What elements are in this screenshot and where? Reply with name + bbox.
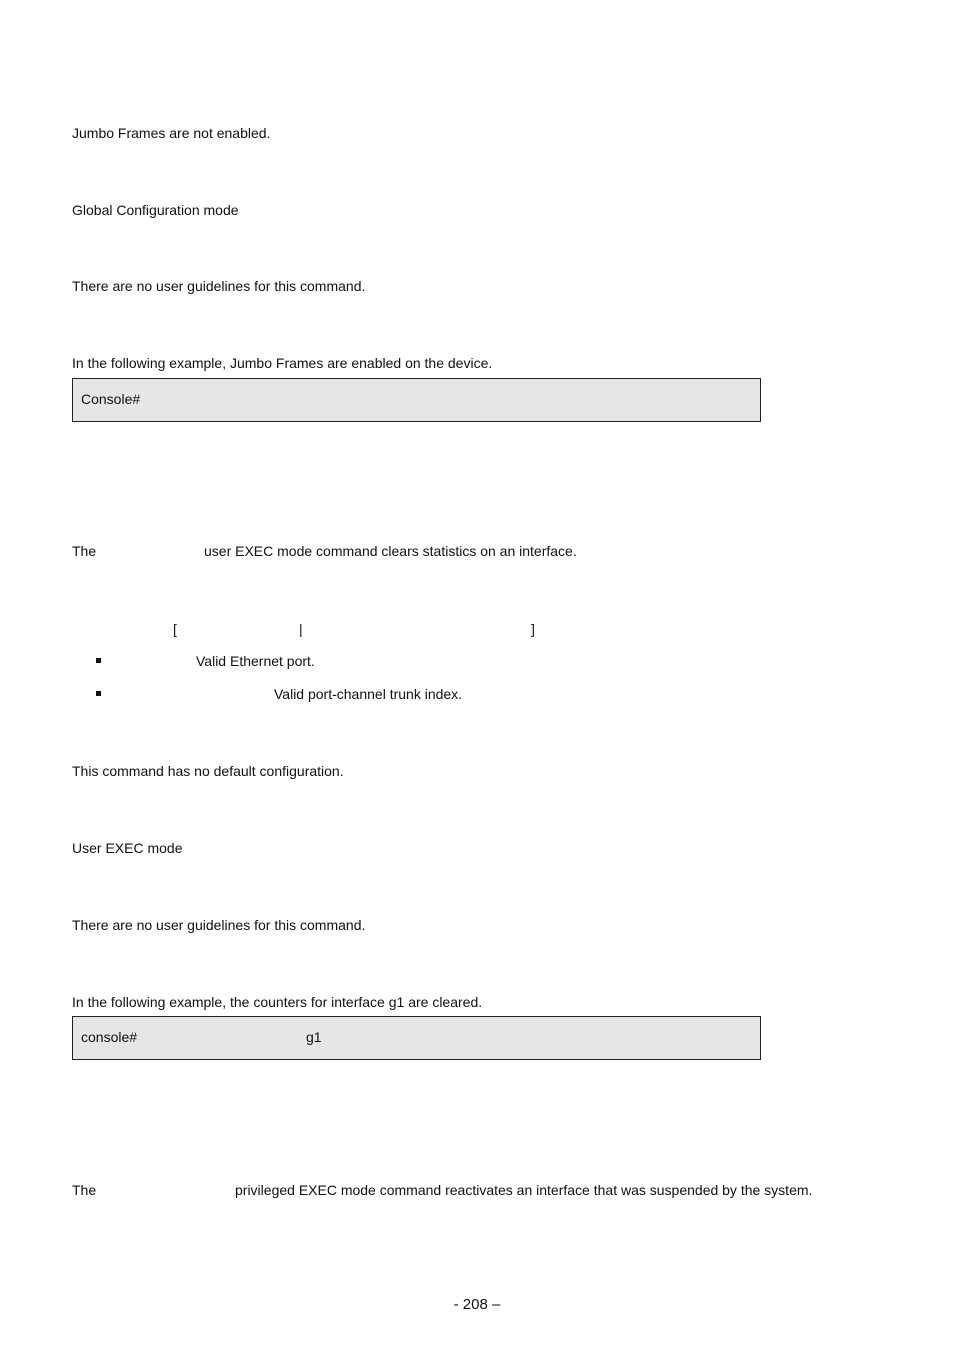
code-argument: g1: [306, 1029, 322, 1045]
parameter-port-channel-desc: Valid port-channel trunk index.: [274, 686, 463, 702]
bullet-icon: [96, 691, 101, 696]
syntax-open-bracket: [: [173, 621, 177, 637]
example-description: In the following example, Jumbo Frames are enabled on the device.: [72, 355, 493, 371]
default-text: This command has no default configuration.: [72, 763, 344, 779]
command-description: user EXEC mode command clears statistics on an interface.: [204, 543, 577, 559]
user-guidelines-text: There are no user guidelines for this command.: [72, 917, 366, 933]
command-intro-the: The: [72, 543, 97, 559]
code-prompt: console#: [81, 1029, 138, 1045]
code-example-box: [72, 1016, 761, 1060]
command-mode-text: Global Configuration mode: [72, 202, 239, 218]
command-intro-the: The: [72, 1182, 97, 1198]
example-description: In the following example, the counters for interface g1 are cleared.: [72, 994, 483, 1010]
bullet-icon: [96, 658, 101, 663]
parameter-ethernet-desc: Valid Ethernet port.: [196, 653, 315, 669]
code-prompt: Console#: [81, 391, 141, 407]
default-text: Jumbo Frames are not enabled.: [72, 125, 271, 141]
syntax-close-bracket: ]: [531, 621, 535, 637]
user-guidelines-text: There are no user guidelines for this command.: [72, 278, 366, 294]
command-description: privileged EXEC mode command reactivates an interface that was suspended by the system.: [235, 1182, 813, 1198]
page-number: - 208 –: [453, 1296, 501, 1313]
syntax-pipe: |: [299, 621, 303, 637]
command-mode-text: User EXEC mode: [72, 840, 183, 856]
code-example-box: [72, 378, 761, 422]
